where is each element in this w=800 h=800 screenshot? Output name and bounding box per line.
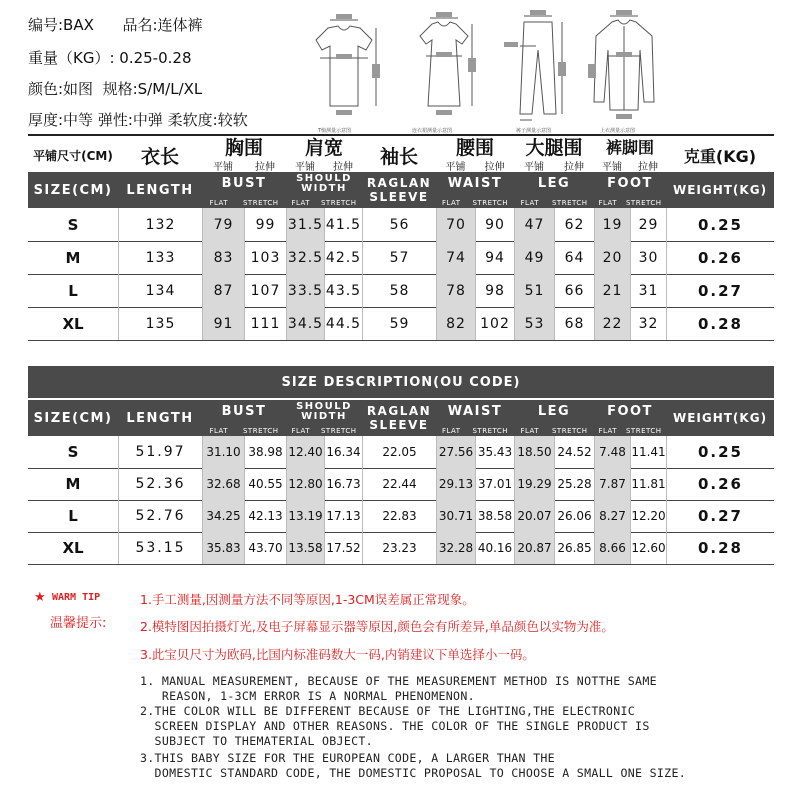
cell-waist-flat: 82	[436, 307, 475, 340]
cell-bust-flat: 79	[202, 208, 244, 241]
cell-size: XL	[62, 539, 84, 557]
cell-bust-stretch: 42.13	[244, 500, 286, 532]
en-flat: FLAT	[291, 199, 311, 207]
product-weight: 重量（KG）: 0.25-0.28	[28, 49, 192, 67]
cell-leg-flat: 18.50	[514, 436, 554, 468]
en-stretch: STRETCH	[625, 427, 662, 435]
warm-tip-cn-label: 温馨提示:	[50, 616, 107, 631]
size-table-cm	[28, 134, 774, 340]
en-flat: FLAT	[209, 199, 229, 207]
diagram-caption: 上衣测量示意图	[600, 128, 636, 134]
cell-waist-flat: 78	[436, 274, 475, 307]
cell-foot-stretch: 32	[630, 307, 666, 340]
cell-bust-flat: 83	[202, 241, 244, 274]
cell-size: XL	[62, 314, 84, 333]
cell-sh-flat: 31.5	[286, 208, 324, 241]
cell-sh-stretch: 16.73	[324, 468, 362, 500]
en-header-weight: WEIGHT(KG)	[672, 411, 768, 425]
en-header-size: SIZE(CM)	[33, 410, 113, 426]
cell-length: 133	[118, 241, 202, 274]
cell-leg-stretch: 66	[554, 274, 594, 307]
cell-foot-stretch: 12.60	[630, 532, 666, 564]
cn-stretch: 拉伸	[255, 161, 275, 173]
cn-header-weight: 克重(KG)	[683, 146, 757, 166]
tshirt-measure-diagram	[306, 6, 382, 130]
en-flat: FLAT	[598, 199, 618, 207]
cn-header-waist: 腰围	[455, 136, 494, 159]
cell-foot-flat: 19	[594, 208, 630, 241]
cell-leg-stretch: 68	[554, 307, 594, 340]
en-stretch: STRETCH	[242, 199, 279, 207]
cell-sh-stretch: 43.5	[324, 274, 362, 307]
cell-bust-stretch: 43.70	[244, 532, 286, 564]
cell-waist-stretch: 35.43	[475, 436, 514, 468]
cn-flat: 平铺	[524, 161, 544, 173]
en-header-length: LENGTH	[126, 182, 194, 198]
cell-bust-stretch: 38.98	[244, 436, 286, 468]
cell-bust-stretch: 107	[244, 274, 286, 307]
cell-weight: 0.26	[666, 241, 774, 274]
cell-length: 53.15	[118, 532, 202, 564]
en-flat: FLAT	[598, 427, 618, 435]
table-row	[28, 532, 774, 565]
en-header-length: LENGTH	[126, 410, 194, 426]
cell-length: 134	[118, 274, 202, 307]
cell-waist-stretch: 94	[475, 241, 514, 274]
cn-header-leg: 大腿围	[525, 136, 583, 159]
en-header-shoulder: SHOULD WIDTH	[296, 401, 352, 422]
cell-waist-stretch: 40.16	[475, 532, 514, 564]
cell-waist-flat: 74	[436, 241, 475, 274]
cell-waist-flat: 30.71	[436, 500, 475, 532]
cell-sh-stretch: 17.52	[324, 532, 362, 564]
cell-weight: 0.28	[666, 532, 774, 564]
cell-bust-flat: 32.68	[202, 468, 244, 500]
cell-foot-flat: 8.27	[594, 500, 630, 532]
cell-length: 132	[118, 208, 202, 241]
cell-leg-flat: 20.07	[514, 500, 554, 532]
cell-leg-flat: 19.29	[514, 468, 554, 500]
cell-foot-stretch: 12.20	[630, 500, 666, 532]
en-header-size: SIZE(CM)	[33, 182, 113, 198]
en-header-sleeve: RAGLAN SLEEVE	[366, 404, 432, 432]
cell-length: 52.76	[118, 500, 202, 532]
cell-waist-flat: 29.13	[436, 468, 475, 500]
cell-bust-flat: 35.83	[202, 532, 244, 564]
jacket-measure-diagram	[586, 6, 662, 130]
table-row	[28, 500, 774, 533]
diagram-caption: 裤子测量示意图	[516, 128, 552, 134]
cell-foot-stretch: 31	[630, 274, 666, 307]
cell-waist-stretch: 90	[475, 208, 514, 241]
en-header-bust: BUST	[221, 404, 267, 419]
product-color-spec: 颜色:如图 规格:S/M/L/XL	[28, 80, 203, 98]
table-row	[28, 274, 774, 308]
diagram-caption: 连衣裙测量示意图	[412, 128, 453, 134]
cell-waist-flat: 27.56	[436, 436, 475, 468]
en-flat: FLAT	[441, 427, 461, 435]
en-stretch: STRETCH	[320, 427, 357, 435]
cell-length: 51.97	[118, 436, 202, 468]
cell-foot-stretch: 11.81	[630, 468, 666, 500]
cell-sh-stretch: 17.13	[324, 500, 362, 532]
cell-bust-flat: 31.10	[202, 436, 244, 468]
cn-header-bust: 胸围	[224, 136, 263, 159]
en-stretch: STRETCH	[242, 427, 279, 435]
cell-sh-flat: 13.58	[286, 532, 324, 564]
cell-foot-flat: 8.66	[594, 532, 630, 564]
cell-size: L	[68, 281, 78, 300]
cell-sh-flat: 34.5	[286, 307, 324, 340]
cn-flat: 平铺	[295, 161, 315, 173]
cell-sleeve: 56	[362, 208, 436, 241]
cell-bust-flat: 34.25	[202, 500, 244, 532]
cell-bust-flat: 91	[202, 307, 244, 340]
cell-size: S	[67, 443, 79, 461]
cell-foot-flat: 7.48	[594, 436, 630, 468]
tip-cn-2: 2.模特图因拍摄灯光,及电子屏幕显示器等原因,颜色会有所差异,单品颜色以实物为准。	[140, 619, 614, 634]
en-stretch: STRETCH	[472, 427, 509, 435]
en-stretch: STRETCH	[625, 199, 662, 207]
pants-measure-diagram	[500, 6, 576, 130]
cell-sleeve: 22.83	[362, 500, 436, 532]
table2-title-row	[28, 366, 774, 398]
en-header-foot: FOOT	[607, 404, 653, 419]
cell-foot-stretch: 11.41	[630, 436, 666, 468]
en-header-leg: LEG	[537, 404, 571, 419]
cn-flat: 平铺	[213, 161, 233, 173]
table-row	[28, 468, 774, 501]
en-stretch: STRETCH	[551, 199, 588, 207]
cell-sh-stretch: 16.34	[324, 436, 362, 468]
cn-stretch: 拉伸	[484, 161, 505, 173]
cell-foot-flat: 20	[594, 241, 630, 274]
cell-sleeve: 22.05	[362, 436, 436, 468]
cell-leg-stretch: 64	[554, 241, 594, 274]
cell-weight: 0.25	[666, 436, 774, 468]
tip-en-1: 1. MANUAL MEASUREMENT, BECAUSE OF THE MEASUREMENT METHOD IS NOTTHE SAME REASON, 1-3CM ERROR IS A NORMAL PHENOMENON.	[140, 674, 657, 703]
cell-foot-flat: 22	[594, 307, 630, 340]
tip-cn-3: 3.此宝贝尺寸为欧码,比国内标准码数大一码,内销建议下单选择小一码。	[140, 647, 535, 662]
product-thickness: 厚度:中等 弹性:中弹 柔软度:较软	[28, 111, 248, 129]
cell-weight: 0.27	[666, 274, 774, 307]
cell-leg-flat: 47	[514, 208, 554, 241]
table-row	[28, 307, 774, 341]
en-header-sleeve: RAGLAN SLEEVE	[366, 176, 432, 204]
cell-bust-flat: 87	[202, 274, 244, 307]
cell-size: S	[67, 215, 79, 234]
cell-foot-stretch: 29	[630, 208, 666, 241]
dress-measure-diagram	[406, 6, 482, 130]
cell-sleeve: 57	[362, 241, 436, 274]
size-table-inch	[28, 366, 774, 568]
en-header-shoulder: SHOULD WIDTH	[296, 173, 352, 194]
cell-leg-stretch: 25.28	[554, 468, 594, 500]
cell-sh-stretch: 42.5	[324, 241, 362, 274]
cell-sh-flat: 12.80	[286, 468, 324, 500]
cell-bust-stretch: 99	[244, 208, 286, 241]
cell-bust-stretch: 40.55	[244, 468, 286, 500]
cn-flat: 平铺	[602, 161, 622, 173]
cn-header-row	[28, 138, 774, 173]
cell-sleeve: 22.44	[362, 468, 436, 500]
cell-sleeve: 59	[362, 307, 436, 340]
cn-header-size: 平铺尺寸(CM)	[33, 148, 113, 163]
en-header-leg: LEG	[537, 176, 571, 191]
cell-leg-stretch: 24.52	[554, 436, 594, 468]
en-header-row	[28, 400, 774, 436]
cn-stretch: 拉伸	[333, 161, 353, 173]
en-header-waist: WAIST	[447, 404, 503, 419]
diagram-caption: T恤测量示意图	[318, 128, 352, 134]
cn-header-shoulder: 肩宽	[304, 136, 343, 159]
cell-sleeve: 23.23	[362, 532, 436, 564]
cell-waist-stretch: 38.58	[475, 500, 514, 532]
product-code-name: 编号:BAX 品名:连体裤	[28, 16, 203, 34]
en-flat: FLAT	[520, 427, 540, 435]
en-flat: FLAT	[291, 427, 311, 435]
cell-sh-flat: 33.5	[286, 274, 324, 307]
en-flat: FLAT	[441, 199, 461, 207]
en-stretch: STRETCH	[551, 427, 588, 435]
tip-cn-1: 1.手工测量,因测量方法不同等原因,1-3CM误差属正常现象。	[140, 592, 475, 607]
cell-weight: 0.27	[666, 500, 774, 532]
cell-leg-flat: 53	[514, 307, 554, 340]
cn-stretch: 拉伸	[638, 161, 658, 173]
en-flat: FLAT	[209, 427, 229, 435]
cell-leg-stretch: 26.85	[554, 532, 594, 564]
cell-waist-stretch: 98	[475, 274, 514, 307]
table-row	[28, 208, 774, 242]
cell-waist-stretch: 102	[475, 307, 514, 340]
cell-size: M	[65, 475, 81, 493]
cell-sh-flat: 12.40	[286, 436, 324, 468]
cell-size: L	[68, 507, 78, 525]
cell-sleeve: 58	[362, 274, 436, 307]
cell-leg-flat: 49	[514, 241, 554, 274]
cell-sh-stretch: 44.5	[324, 307, 362, 340]
en-flat: FLAT	[520, 199, 540, 207]
cell-waist-flat: 32.28	[436, 532, 475, 564]
en-header-row	[28, 172, 774, 208]
cell-leg-stretch: 26.06	[554, 500, 594, 532]
cell-bust-stretch: 111	[244, 307, 286, 340]
cell-foot-flat: 7.87	[594, 468, 630, 500]
cell-weight: 0.25	[666, 208, 774, 241]
cell-leg-flat: 51	[514, 274, 554, 307]
en-stretch: STRETCH	[472, 199, 509, 207]
cn-stretch: 拉伸	[564, 161, 584, 173]
cn-header-length: 衣长	[140, 145, 179, 168]
cell-weight: 0.26	[666, 468, 774, 500]
cn-header-foot: 裤脚围	[605, 137, 654, 157]
en-header-weight: WEIGHT(KG)	[672, 183, 768, 197]
cell-sh-stretch: 41.5	[324, 208, 362, 241]
table2-title: SIZE DESCRIPTION(OU CODE)	[281, 374, 521, 390]
cell-bust-stretch: 103	[244, 241, 286, 274]
cell-foot-flat: 21	[594, 274, 630, 307]
star-icon: ★	[34, 590, 46, 605]
en-stretch: STRETCH	[320, 199, 357, 207]
en-header-foot: FOOT	[607, 176, 653, 191]
cell-leg-flat: 20.87	[514, 532, 554, 564]
en-header-waist: WAIST	[447, 176, 503, 191]
cell-waist-flat: 70	[436, 208, 475, 241]
tip-en-2: 2.THE COLOR WILL BE DIFFERENT BECAUSE OF THE LIGHTING,THE ELECTRONIC SCREEN DISPLAY AND OTHER REASONS. THE COLOR OF THE SINGLE PRODUCT IS SUBJECT TO THEMATERIAL OBJECT.	[140, 704, 650, 748]
cell-length: 135	[118, 307, 202, 340]
en-header-bust: BUST	[221, 176, 267, 191]
tip-en-3: 3.THIS BABY SIZE FOR THE EUROPEAN CODE, A LARGER THAN THE DOMESTIC STANDARD CODE, THE DOMESTIC PROPOSAL TO CHOOSE A SMALL ONE SIZE.	[140, 751, 687, 780]
warm-tip-label: WARM TIP	[52, 592, 101, 603]
cell-sh-flat: 32.5	[286, 241, 324, 274]
cell-sh-flat: 13.19	[286, 500, 324, 532]
cell-weight: 0.28	[666, 307, 774, 340]
cn-header-sleeve: 袖长	[379, 145, 418, 168]
cell-length: 52.36	[118, 468, 202, 500]
table-row	[28, 436, 774, 469]
cell-waist-stretch: 37.01	[475, 468, 514, 500]
cell-size: M	[65, 248, 81, 267]
cell-leg-stretch: 62	[554, 208, 594, 241]
cell-foot-stretch: 30	[630, 241, 666, 274]
cn-flat: 平铺	[445, 161, 466, 173]
table-row	[28, 241, 774, 275]
